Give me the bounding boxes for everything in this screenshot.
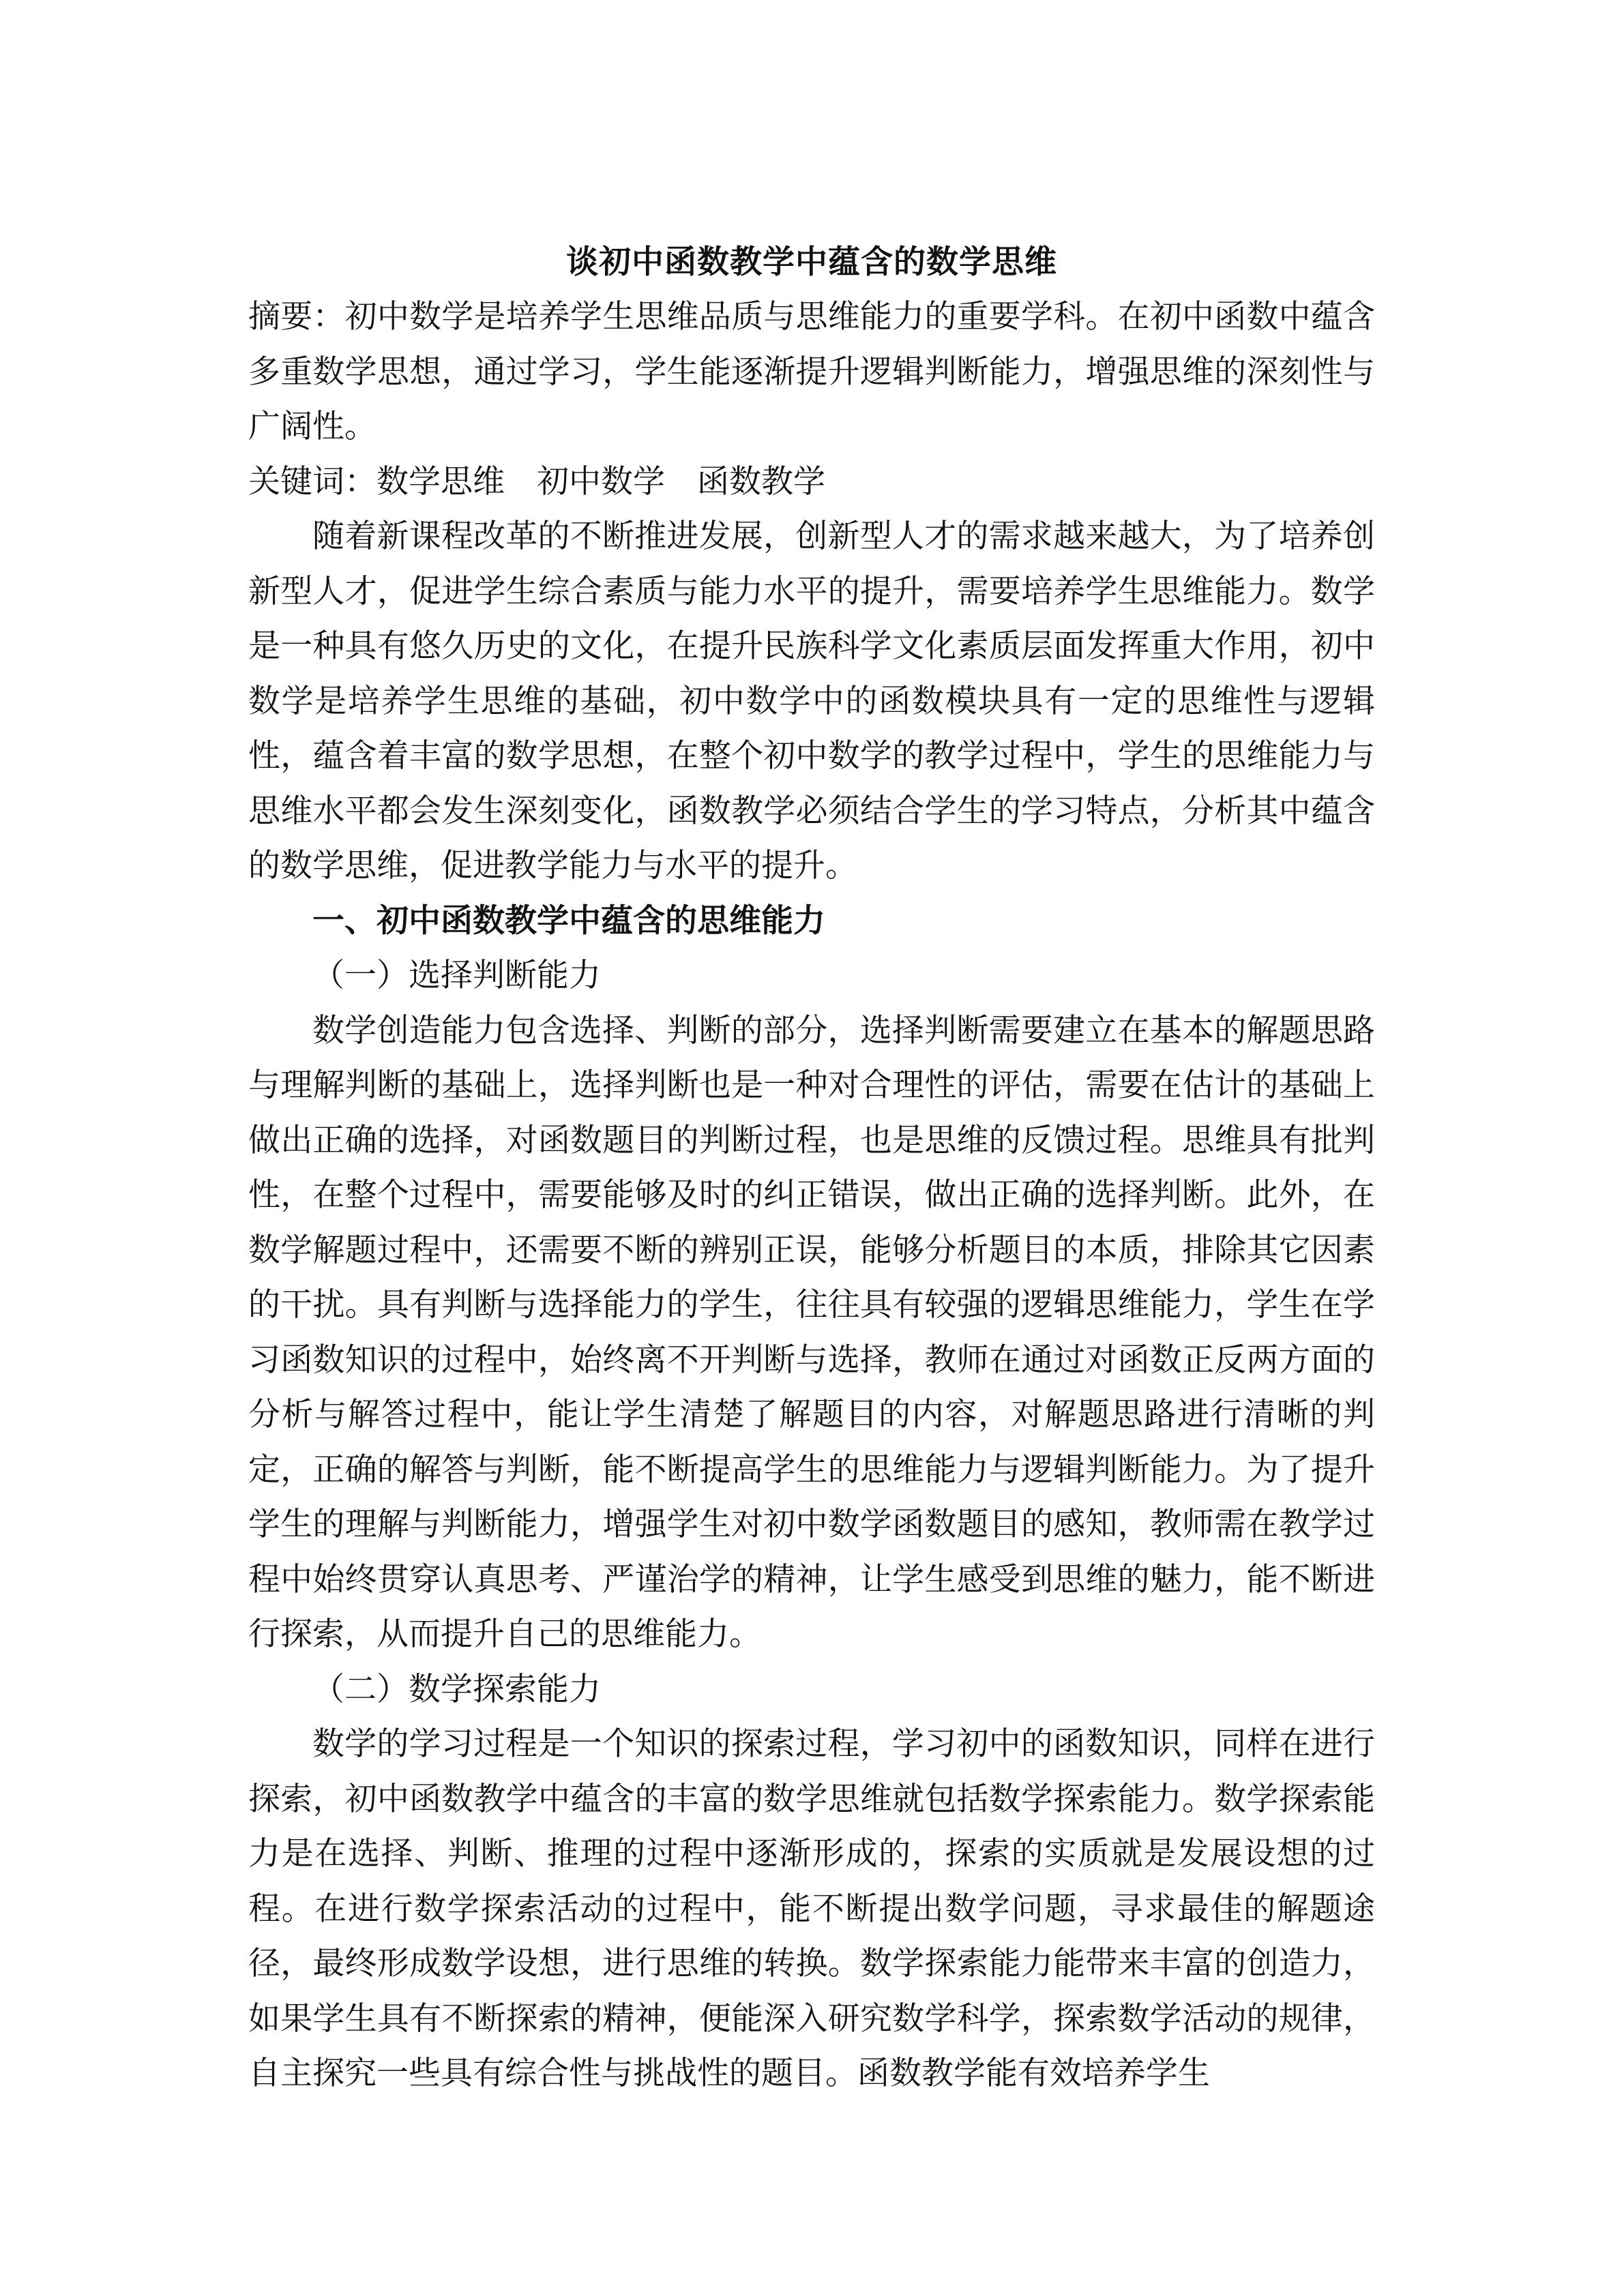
subsection-2-paragraph: 数学的学习过程是一个知识的探索过程，学习初中的函数知识，同样在进行探索，初中函数教学中蕴含的丰富的数学思维就包括数学探索能力。数学探索能力是在选择、判断、推理的过程中逐渐形成的，探索的实质就是发展设想的过程。在进行数学探索活动的过程中，能不断提出数学问题，寻求最佳的解题途径，最终形成数学设想，进行思维的转换。数学探索能力能带来丰富的创造力，如果学生具有不断探索的精神，便能深入研究数学科学，探索数学活动的规律，自主探究一些具有综合性与挑战性的题目。函数教学能有效培养学生 [248,1725,1375,2092]
document-title: 谈初中函数教学中蕴含的数学思维 [566,243,1057,281]
abstract-paragraph: 摘要：初中数学是培养学生思维品质与思维能力的重要学科。在初中函数中蕴含多重数学思想，通过学习，学生能逐渐提升逻辑判断能力，增强思维的深刻性与广阔性。 [248,298,1375,445]
intro-paragraph: 随着新课程改革的不断推进发展，创新型人才的需求越来越大，为了培养创新型人才，促进学生综合素质与能力水平的提升，需要培养学生思维能力。数学是一种具有悠久历史的文化，在提升民族科学文化素质层面发挥重大作用，初中数学是培养学生思维的基础，初中数学中的函数模块具有一定的思维性与逻辑性，蕴含着丰富的数学思想，在整个初中数学的教学过程中，学生的思维能力与思维水平都会发生深刻变化，函数教学必须结合学生的学习特点，分析其中蕴含的数学思维，促进教学能力与水平的提升。 [248,518,1375,884]
subsection-1-heading: （一）选择判断能力 [312,957,601,994]
subsection-2-heading: （二）数学探索能力 [312,1670,601,1708]
keywords-line: 关键词：数学思维 初中数学 函数教学 [248,462,825,501]
section-1-heading: 一、初中函数教学中蕴含的思维能力 [312,901,825,940]
document-body [248,235,1375,2102]
subsection-1-paragraph: 数学创造能力包含选择、判断的部分，选择判断需要建立在基本的解题思路与理解判断的基础上，选择判断也是一种对合理性的评估，需要在估计的基础上做出正确的选择，对函数题目的判断过程，也是思维的反馈过程。思维具有批判性，在整个过程中，需要能够及时的纠正错误，做出正确的选择判断。此外，在数学解题过程中，还需要不断的辨别正误，能够分析题目的本质，排除其它因素的干扰。具有判断与选择能力的学生，往往具有较强的逻辑思维能力，学生在学习函数知识的过程中，始终离不开判断与选择，教师在通过对函数正反两方面的分析与解答过程中，能让学生清楚了解题目的内容，对解题思路进行清晰的判定，正确的解答与判断，能不断提高学生的思维能力与逻辑判断能力。为了提升学生的理解与判断能力，增强学生对初中数学函数题目的感知，教师需在教学过程中始终贯穿认真思考、严谨治学的精神，让学生感受到思维的魅力，能不断进行探索，从而提升自己的思维能力。 [248,1011,1375,1653]
